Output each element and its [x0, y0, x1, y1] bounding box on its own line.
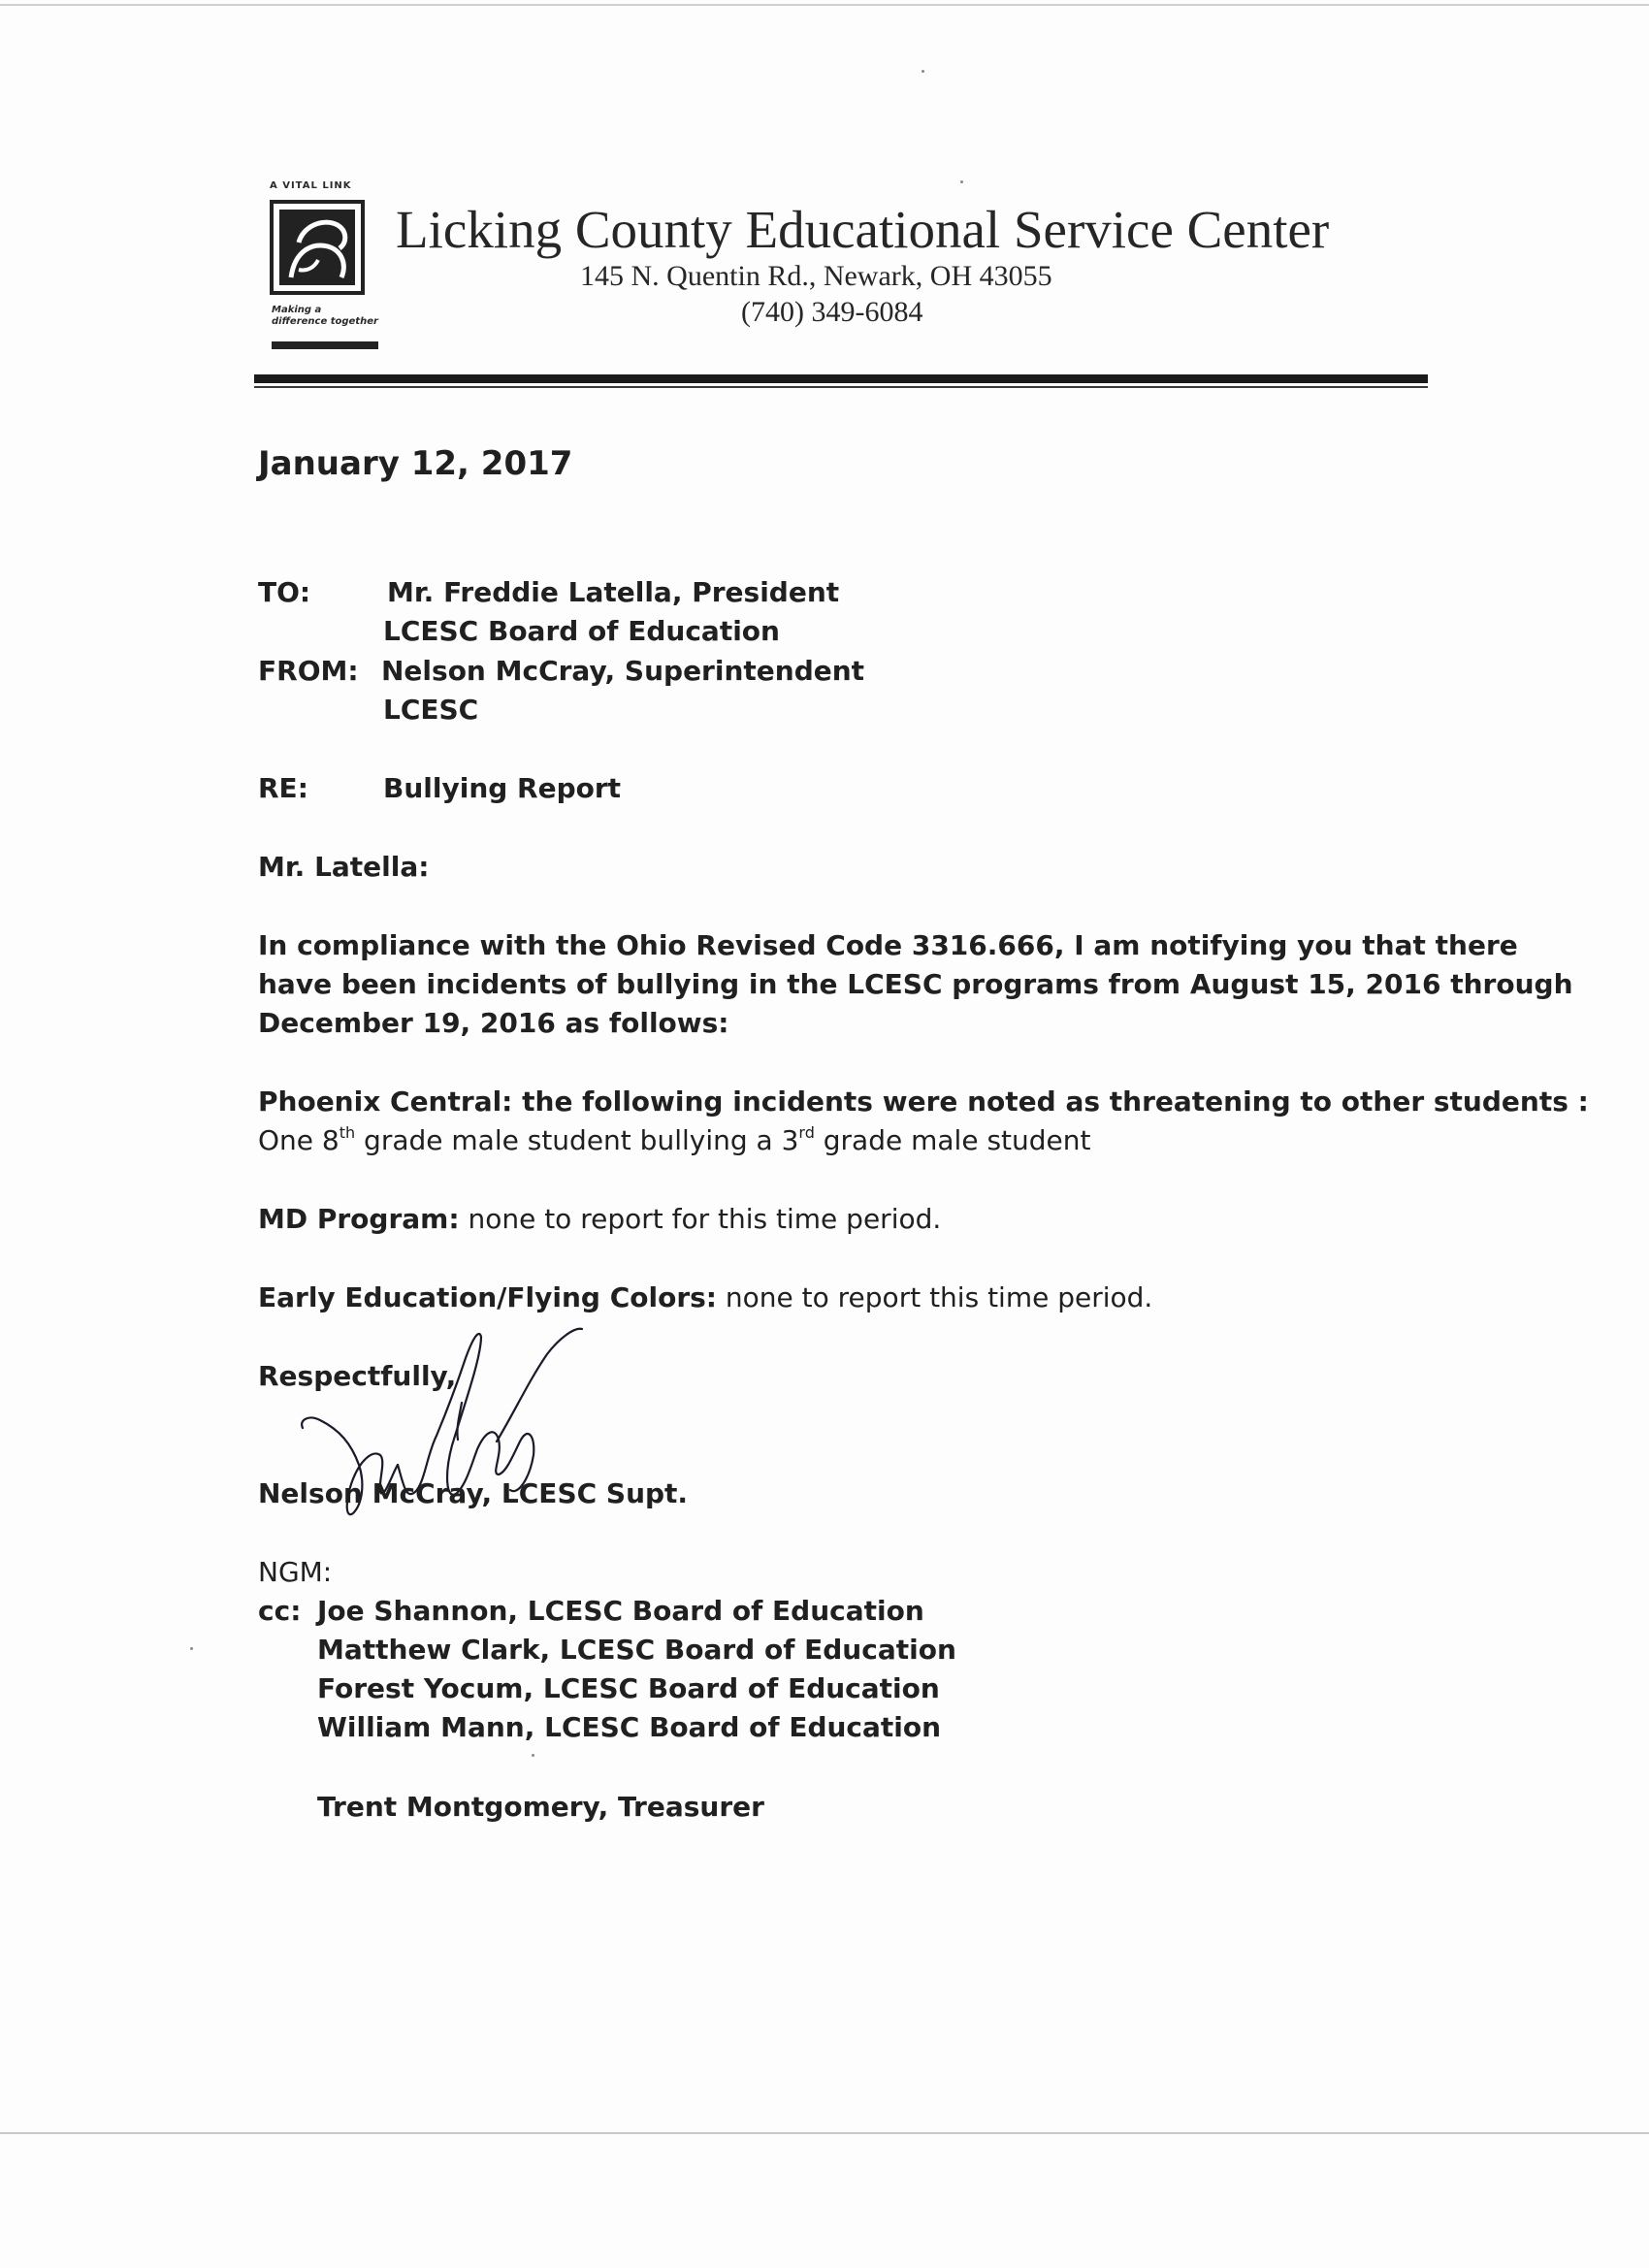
md-program-line	[258, 1203, 941, 1235]
closing: Respectfully,	[258, 1360, 457, 1392]
phoenix-detail-part-c: grade male student	[814, 1124, 1091, 1156]
intro-line-1: In compliance with the Ohio Revised Code 3316.666, I am notifying you that there	[258, 929, 1518, 961]
handwritten-signature	[291, 1319, 611, 1562]
cc-recipient: Joe Shannon, LCESC Board of Education	[317, 1595, 924, 1627]
re-value: Bullying Report	[383, 772, 622, 804]
organization-phone: (740) 349-6084	[741, 296, 923, 328]
salutation: Mr. Latella:	[258, 851, 430, 883]
cc-recipient: William Mann, LCESC Board of Education	[317, 1711, 942, 1743]
from-line-1: Nelson McCray, Superintendent	[381, 655, 865, 687]
letterhead-rule	[254, 374, 1428, 383]
early-education-line	[258, 1281, 1152, 1313]
organization-address: 145 N. Quentin Rd., Newark, OH 43055	[580, 260, 1052, 292]
ordinal-suffix-th: th	[339, 1123, 356, 1142]
phoenix-detail	[258, 1124, 1090, 1156]
scan-speck	[532, 1754, 534, 1757]
ordinal-suffix-rd: rd	[798, 1123, 815, 1142]
phoenix-detail-part-b: grade male student bullying a 3	[355, 1124, 799, 1156]
cc-recipient: Forest Yocum, LCESC Board of Education	[317, 1672, 940, 1704]
phoenix-heading: Phoenix Central: the following incidents were noted as threatening to other students :	[258, 1085, 1589, 1118]
cc-recipient: Matthew Clark, LCESC Board of Education	[317, 1634, 956, 1666]
from-label: FROM:	[258, 655, 359, 687]
early-education-text: none to report this time period.	[717, 1281, 1153, 1313]
logo-underline	[272, 341, 378, 349]
scan-edge-top	[0, 4, 1649, 6]
intro-line-2: have been incidents of bullying in the LCESC programs from August 15, 2016 through	[258, 968, 1573, 1000]
letterhead-rule-thin	[254, 386, 1428, 388]
cc-recipient: Trent Montgomery, Treasurer	[317, 1791, 764, 1823]
letter-date: January 12, 2017	[258, 444, 573, 483]
phoenix-detail-part-a: One 8	[258, 1124, 340, 1156]
logo-tagline: A VITAL LINK	[270, 180, 352, 191]
to-line-1: Mr. Freddie Latella, President	[387, 576, 840, 608]
scan-edge-bottom	[0, 2132, 1649, 2134]
scan-speck	[922, 70, 924, 73]
md-program-text: none to report for this time period.	[459, 1203, 942, 1235]
scan-speck	[190, 1647, 193, 1650]
signer-name: Nelson McCray, LCESC Supt.	[258, 1477, 689, 1509]
intro-line-3: December 19, 2016 as follows:	[258, 1007, 729, 1039]
scan-speck	[960, 180, 963, 183]
typist-initials: NGM:	[258, 1556, 333, 1588]
md-program-label: MD Program:	[258, 1203, 460, 1235]
early-education-label: Early Education/Flying Colors:	[258, 1281, 717, 1313]
to-line-2: LCESC Board of Education	[383, 615, 780, 647]
cc-label: cc:	[258, 1595, 302, 1627]
logo-subtext: Making a difference together	[272, 305, 378, 327]
re-label: RE:	[258, 772, 308, 804]
organization-name: Licking County Educational Service Center	[396, 200, 1330, 259]
lcesc-logo-icon	[270, 200, 365, 295]
to-label: TO:	[258, 576, 311, 608]
from-line-2: LCESC	[383, 694, 479, 726]
